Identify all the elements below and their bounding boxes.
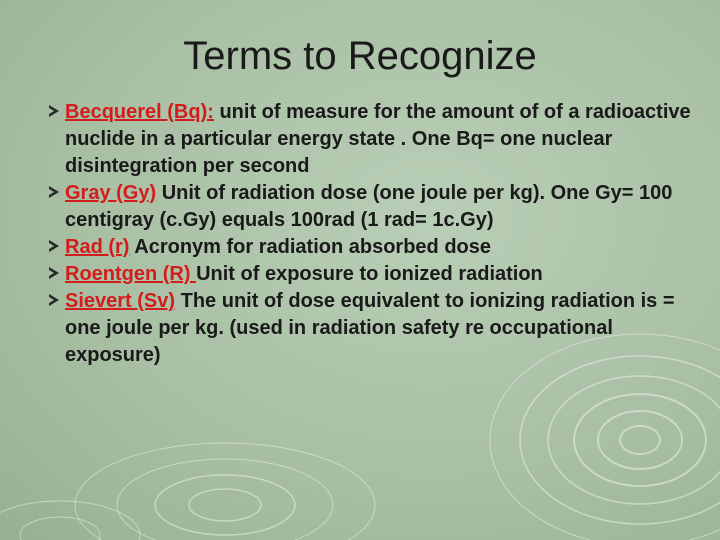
ripple-ring — [155, 475, 295, 535]
term-label: Roentgen (R) — [65, 263, 197, 285]
term-definition: Unit of exposure to ionized radiation — [196, 263, 543, 285]
bullet-list — [52, 99, 692, 369]
bullet-sievert — [52, 288, 692, 369]
slide-title: Terms to Recognize — [183, 34, 537, 78]
arrow-bullet-icon — [49, 105, 59, 117]
term-definition: Acronym for radiation absorbed dose — [129, 236, 491, 258]
bullet-gray — [52, 180, 692, 234]
term-label: Rad (r) — [65, 236, 130, 258]
ripple-ring — [620, 426, 660, 454]
ripple-ring — [75, 443, 375, 540]
arrow-bullet-icon — [49, 240, 59, 252]
term-label: Sievert (Sv) — [65, 290, 176, 312]
term-definition: unit of measure for the amount of of a radioactive nuclide in a particular energy state . One Bq= one nuclear disintegration per second — [65, 101, 691, 177]
arrow-bullet-icon — [49, 186, 59, 198]
ripple-ring — [598, 411, 682, 469]
ripple-ring — [0, 501, 140, 540]
bullet-roentgen — [52, 261, 692, 288]
ripple-ring — [574, 394, 706, 486]
term-label: Gray (Gy) — [65, 182, 157, 204]
ripple-ring — [117, 459, 333, 540]
bullet-rad — [52, 234, 692, 261]
term-definition: Unit of radiation dose (one joule per kg). One Gy= 100 centigray (c.Gy) equals 100rad (1 rad= 1c.Gy) — [65, 182, 673, 231]
ripple-ring — [20, 517, 100, 540]
ripple-ring — [189, 489, 261, 521]
term-definition: The unit of dose equivalent to ionizing radiation is = one joule per kg. (used in radiation safety re occupational exposure) — [65, 290, 675, 366]
arrow-bullet-icon — [49, 294, 59, 306]
bullet-becquerel — [52, 99, 692, 180]
arrow-bullet-icon — [49, 267, 59, 279]
term-label: Becquerel (Bq): — [65, 101, 214, 123]
